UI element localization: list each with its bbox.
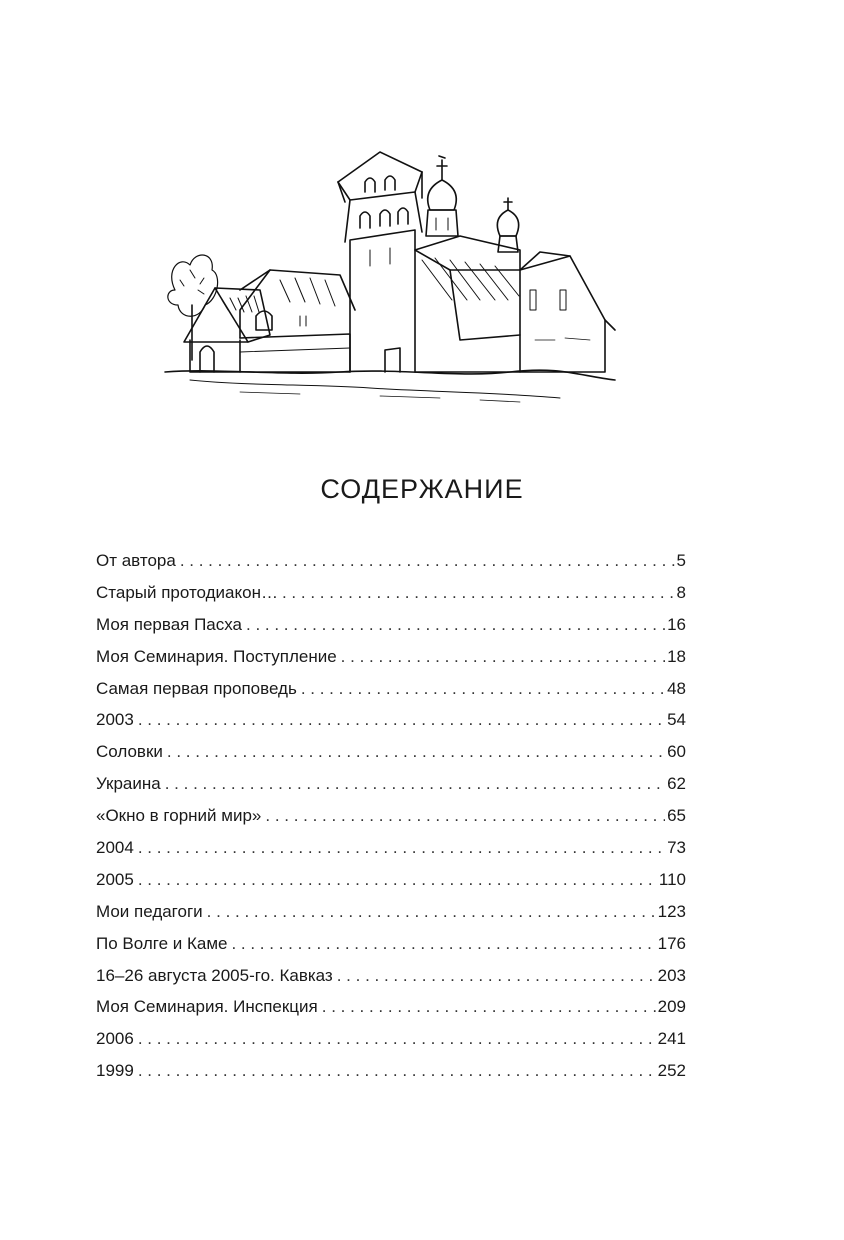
toc-entry-page: 62 [667, 774, 686, 794]
dot-leader [282, 584, 675, 601]
dot-leader [265, 807, 665, 824]
toc-entry[interactable] [96, 680, 686, 712]
dot-leader [165, 775, 665, 792]
toc-entry-page: 176 [657, 933, 686, 953]
toc-entry-page: 18 [667, 646, 686, 666]
toc-entry-page: 252 [657, 1061, 686, 1081]
toc-entry-page: 65 [667, 806, 686, 826]
toc-entry-page: 5 [676, 551, 686, 570]
dot-leader [301, 680, 665, 697]
dot-leader [341, 648, 665, 665]
toc-entry-title: Мои педагоги [96, 901, 203, 921]
toc-entry[interactable] [96, 648, 686, 680]
dot-leader [246, 616, 665, 633]
toc-entry-title: От автора [96, 551, 176, 570]
toc-entry-title: Моя Семинария. Инспекция [96, 997, 318, 1017]
toc-entry-title: 2004 [96, 838, 134, 858]
toc-entry-title: Самая первая проповедь [96, 678, 297, 698]
church-sketch-icon [160, 140, 620, 410]
dot-leader [207, 903, 656, 920]
dot-leader [180, 552, 675, 569]
toc-entry[interactable] [96, 967, 686, 999]
toc-entry-title: 2006 [96, 1029, 134, 1049]
toc-entry-page: 203 [657, 965, 686, 985]
toc-entry[interactable] [96, 839, 686, 871]
toc-entry[interactable] [96, 871, 686, 903]
toc-entry[interactable] [96, 584, 686, 616]
toc-entry-title: Моя первая Пасха [96, 614, 243, 634]
dot-leader [138, 839, 665, 856]
toc-entry[interactable] [96, 775, 686, 807]
toc-entry-title: 16–26 августа 2005-го. Кавказ [96, 965, 333, 985]
dot-leader [167, 743, 665, 760]
toc-entry-title: По Волге и Каме [96, 933, 228, 953]
toc-entry-title: Моя Семинария. Поступление [96, 646, 337, 666]
toc-entry[interactable] [96, 711, 686, 743]
toc-entry[interactable] [96, 616, 686, 648]
toc-entry-page: 60 [667, 742, 686, 762]
toc-entry-page: 54 [667, 710, 686, 730]
toc-entry-page: 73 [667, 838, 686, 858]
dot-leader [231, 935, 655, 952]
toc-entry-page: 8 [676, 582, 686, 602]
toc-entry[interactable] [96, 807, 686, 839]
dot-leader [138, 1062, 656, 1079]
toc-entry[interactable] [96, 903, 686, 935]
toc-entry-title: Старый протодиакон… [96, 582, 278, 602]
toc-entry-page: 110 [658, 869, 686, 889]
toc-entry-title: Украина [96, 774, 161, 794]
page-title: СОДЕРЖАНИЕ [320, 474, 524, 504]
toc-entry[interactable] [96, 743, 686, 775]
dot-leader [138, 711, 665, 728]
toc-entry-title: 2005 [96, 869, 134, 889]
dot-leader [138, 1030, 656, 1047]
toc-entry-page: 48 [667, 678, 686, 698]
dot-leader [322, 998, 656, 1015]
toc-entry[interactable] [96, 998, 686, 1030]
toc-entry[interactable] [96, 935, 686, 967]
toc-entry-title: «Окно в горний мир» [96, 806, 262, 826]
toc-entry[interactable] [96, 1062, 686, 1094]
toc-entry-page: 16 [667, 614, 686, 634]
toc-entry-page: 241 [657, 1029, 686, 1049]
toc-entry-page: 209 [657, 997, 686, 1017]
toc-entry-title: 1999 [96, 1061, 134, 1081]
dot-leader [138, 871, 657, 888]
toc-entry-page: 123 [657, 901, 686, 921]
toc-entry[interactable] [96, 552, 686, 584]
dot-leader [337, 967, 656, 984]
toc-entry-title: Соловки [96, 742, 163, 762]
toc-entry-title: 2003 [96, 710, 134, 730]
toc-entry[interactable] [96, 1030, 686, 1062]
table-of-contents [96, 552, 686, 1094]
